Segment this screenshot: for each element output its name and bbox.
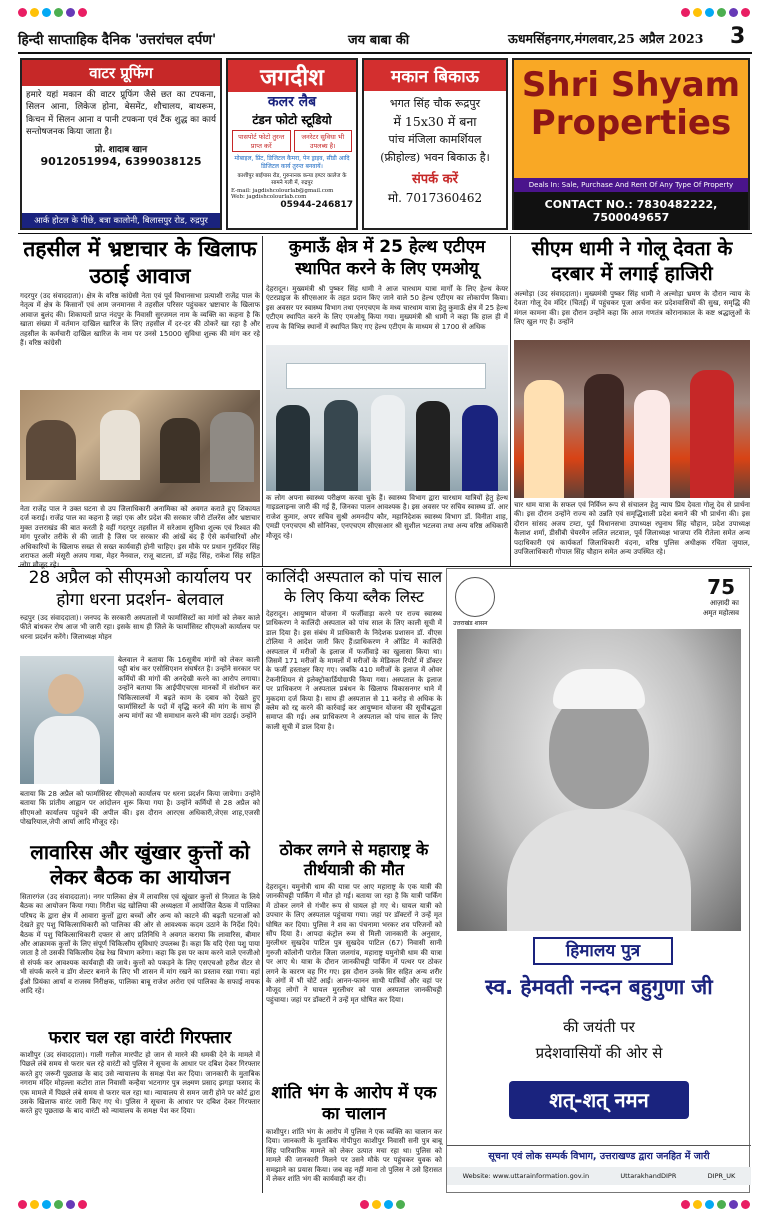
website-link[interactable]: Website: www.uttarainformation.gov.in (462, 1172, 590, 1180)
article-a2-body-2: क लोग अपना स्वास्थ्य परीक्षण करवा चुके हैं। स्वास्थ्य विभाग द्वारा चारधाम यात्रियों हेतु हेल्थ गाइडलाइन्स जारी की गई हैं, जिनका पालन आवश्यक है। इस अवसर पर सचिव स्वास्थ्य डॉ. आर राजेश कुमार, अपर सचिव सुश्री अमनदीप कौर, महानिदेशक स्वास्थ्य विभाग डॉ. विनीता शाह, एमडी एनएचएम श्री सोनिका, एनएचएम सीएसआर श्री सुशील भटलवा तथा अन्य वरिष्ठ अधिकारी मौजूद रहे। (266, 494, 508, 540)
article-a3-body: अल्मोड़ा (उद संवाददाता)। मुख्यमंत्री पुष्कर सिंह धामी ने अल्मोड़ा भ्रमण के दौरान न्याय के देवता गोलू देव मंदिर (चितई) में पहुंचकर पूजा अर्चना कर प्रदेशवासियों की सुख, समृद्धि की मंगल कामना की। इस दौरान उन्होंने कहा कि आज गणतंत्र कोरानाकाल के कष्ट श्रद्धालुओं के लिए खुल गए हैं। उन्होंने (514, 290, 750, 327)
article-a4-body-3: बताया कि 28 अप्रैल को फार्मासिस्ट सीएमओ कार्यालय पर धरना प्रदर्शन किया जायेगा। उन्होंने बताया कि प्रांतीय आह्वान पर आंदोलन शुरू किया गया है। उन्होंने कर्मियों से 28 अप्रैल को सीएमओ कार्यालय पहुंचने की अपील की। इस दौरान आरएस अधिकारी,जेएस शाह,एजसी पोखरियाल,जेपी आर्या आदि मौजूद रहे। (20, 790, 260, 827)
article-a1-body: गदरपुर (उद संवाददाता)। क्षेत्र के वरिष्ठ कांग्रेसी नेता एवं पूर्व विधानसभा प्रत्याशी राजेंद्र पाल के नेतृत्व में क्षेत्र के किसानों एवं आम जनमानस ने तहसील परिसर पहुंचकर भ्रष्टाचार के खिलाफ आवाज बुलंद की। शिकायतों प्राप्त नंदपुर के निवासी सुरजमल नाम के व्यक्ति का कहना है कि खाता संख्या में वर्तमान दाखिल खारिज के लिए तहसील में दर-दर की ठोकरें खा रहा है और तहसील के कर्मचारी दाखिल खारिज के नाम पर उनसे 15000 सुविधा शुल्क की मांग कर रहे हैं। वरिष्ठ कांग्रेसी (20, 292, 260, 348)
headline-a4: 28 अप्रैल को सीएमओ कार्यालय पर होगा धरना प्रदर्शन- बेलवाल (28, 568, 252, 610)
ad-line: में 15x30 में बना (393, 114, 477, 129)
top-left-dots (18, 8, 87, 17)
ad-title: जगदीश (228, 60, 356, 92)
ad-subtitle: कलर लैब (267, 94, 317, 110)
ad-email: E-mail: jagdishcolourlab@gmail.com (231, 188, 334, 194)
headline-a5: कालिंदी अस्पताल को पांच साल के लिए किया ब्लैक लिस्ट (266, 568, 443, 606)
ad-address: काशीपुर बाईपास रोड, गुरुनानक कन्या इण्टर कालेज के सामने गली में, रुद्रपुर (237, 173, 347, 186)
ad-text: हमारे यहां मकान की वाटर प्रूफिंग जैसे छत का टपकना, सिलन आना, लिकेज होना, बेसमेंट, शौचालय, बाथरूम, किचन में सिलन आना व पानी टपकना एवं टैंक शुद्ध का कार्य सन्तोषजनक किया जाता है। (26, 90, 216, 138)
ad-contact-name: प्रो. शादाब खान (94, 144, 148, 155)
page-header (18, 24, 752, 52)
pradesh-line: प्रदेशवासियों की ओर से (535, 1044, 663, 1062)
ad-box: जनरेटर सुविधा भी उपलब्ध है। (294, 130, 353, 152)
banner-himalaya-putra: हिमालय पुत्र (533, 937, 673, 965)
headline-a3: सीएम धामी ने गोलू देवता के दरबार में लगाई हाजिरी (531, 237, 733, 285)
headline-a1: तहसील में भ्रष्टाचार के खिलाफ उठाई आवाज (23, 237, 257, 288)
headline-a8: फरार चल रहा वारंटी गिरफ्तार (48, 1028, 232, 1048)
azadi-logo-text: आज़ादी का (709, 599, 739, 607)
ad-line: पांच मंजिला कामर्शियल (388, 133, 482, 146)
shri-shyam-ad (512, 58, 750, 230)
article-a3-body-2: चार धाम यात्रा के सफल एवं निर्विघ्न रूप से संचालन हेतु न्याय प्रिय देवता गोलू देव से प्रार्थना की। इस दौरान उन्होंने राज्य को उन्नति एवं समृद्धिशाली प्रदेश बनाने की भी प्रार्थना की। इस दौरान सांसद अजय टम्टा, पूर्व विधानसभा उपाध्यक्ष रघुनाथ सिंह चौहान, प्रदेश उपाध्यक्ष कैलाश शर्मा, डीसीबी चेयरमैन ललित लटवाल, पूर्व जिलाध्यक्ष भाजपा रवि रौतेला समेत अन्य पदाधिकारी एवं कार्यकर्ता जिलाधिकारी वंदना, वरिष्ठ पुलिस अधीक्षक रचिता जुयाल, उपजिलाधिकारी गोपाल सिंह चौहान समेत अन्य उपस्थित रहे। (514, 501, 750, 557)
article-a6-body: देहरादून। यमुनोत्री धाम की यात्रा पर आए महाराष्ट्र के एक यात्री की जानकीचट्टी पार्किंग में मौत हो गई। बताया जा रहा है कि यात्री पार्किंग में ठोकर लगने से गंभीर रूप से घायल हो गए थे। घायल यात्री को उपचार के लिए अस्पताल पहुंचाया गया। जहां पर डॉक्टरों ने उन्हें मृत घोषित कर दिया। पुलिस ने शव का पंचनामा भरकर शव परिजनों को सौंप दिया है। आपदा कंट्रोल रूम से मिली जानकारी के अनुसार, मुरलीधर सुखदेव पाटिल पुत्र सुखदेव पाटिल (67) निवासी सानी गुरुजी कॉलोनी पारोल जिला जलगांव, महाराष्ट्र यमुनोत्री धाम की यात्रा पर आए थे। यात्रा के दौरान जानकीचट्टी पार्किंग में पत्थर पर ठोकर लगने के कारण वह गिर गए। इस दौरान उनके सिर सहित अन्य शरीर के अंगों में भी चोटें आईं। आनन-फानन साथी यात्रियों और वहां पर मौजूद लोगों ने घायल मुरलीधर को पास अस्पताल जानकीचट्टी पहुंचाया। जहां पर डॉक्टरों ने उन्हें मृत घोषित कर दिया। (266, 883, 442, 1004)
azadi-logo-number: 75 (707, 575, 735, 599)
newspaper-name: हिन्दी साप्ताहिक दैनिक 'उत्तरांचल दर्पण' (18, 32, 217, 48)
ad-line: (फ्रीहोल्ड) भवन बिकाऊ है। (380, 151, 490, 164)
photo-tehsil-meeting (20, 390, 260, 502)
ad-title: Shri Shyam (521, 65, 741, 105)
bottom-right-dots (681, 1200, 750, 1209)
article-a9-body: काशीपुर। शांति भंग के आरोप में पुलिस ने एक व्यक्ति का चालान कर दिया। जानकारी के मुताबिक गोपीपुरा काशीपुर निवासी सनी पुत्र बाबू सिंह पारिवारिक मामले को लेकर उत्पात मचा रहा था। पुलिस को मामले की जानकारी मिलने पर उसने मौके पर पहुंचकर युवक को समझाने का प्रयास किया। जब वह नहीं माना तो पुलिस ने उसे हिरासत में लेकर शांति भंग की कार्यवाही कर दी। (266, 1128, 442, 1184)
portrait-bahuguna (457, 629, 741, 931)
facebook-link[interactable]: UttarakhandDIPR (620, 1172, 677, 1180)
ad-services: मोबाइल, प्रिंट, डिजिटल कैमरा, पेन ड्राइव, सीडी आदि डिजिटल कार्य तुरन्त बनवायें। (234, 155, 350, 170)
namaan-banner: शत्-शत् नमन (509, 1081, 689, 1119)
ad-phone: 9012051994, 6399038125 (40, 154, 202, 168)
uttarakhand-emblem-icon (455, 577, 495, 617)
article-a2-body: देहरादून। मुख्यमंत्री श्री पुष्कर सिंह धामी ने आज चारधाम यात्रा मार्गों के लिए हेल्थ केयर एंटरप्राइज के सीएसआर के तहत प्रदान किए जाने वाले 50 हेल्थ एटीएम का लोकार्पण किया। इस अवसर पर स्वास्थ्य विभाग तथा एनएचएम के मध्य चारधाम यात्रा हेतु कुमाऊँ क्षेत्र में 25 हेल्थ एटीएम स्थापित करने के लिए एमओयू किया गया। मुख्यमंत्री श्री धामी ने कहा कि हाल ही में राज्य के विभिन्न स्थानों में स्थापित किए गए हेल्थ एटीएम के माध्यम से 1700 से अधिक (266, 285, 508, 331)
headline-a2: कुमाऊँ क्षेत्र में 25 हेल्थ एटीएम स्थापित करने के लिए एमओयू (288, 237, 486, 279)
ad-line: भगत सिंह चौक रूद्रपुर (389, 97, 481, 110)
headline-a7: लावारिस और खुंखार कुत्तों को लेकर बैठक का आयोजन (30, 840, 250, 889)
jayanti-line: की जयंती पर (563, 1018, 635, 1036)
article-a8-body: काशीपुर (उद संवाददाता)। गाली गलौज मारपीट हो जान से मारने की धमकी देने के मामले में पिछले लंबे समय से फरार चल रहे वारंटी को पुलिस ने सूचना के आधार पर दबिश देकर गिरफ्तार करते हुए जरूरी पूछताछ के बाद उसे न्यायालय के समक्ष पेश कर दिया। जानकारी के मुताबिक नगराम मंदिर मोहल्ला कटोरा ताल निवासी कन्हैया भटनागर पुत्र लक्ष्मण प्रसाद झगड़ा फसाद के एक मामले में पिछले लंबे समय से फरार चल रहा था। न्यायालय से समन जारी होने पर कोर्ट द्वारा उसके खिलाफ वारंट जारी किए गए थे। पुलिस ने सूचना के आधार पर दबिश देकर गिरफ्तार करते हुए पूछताछ के बाद वारंटी को न्यायालय के समक्ष पेश कर दिया। (20, 1051, 260, 1116)
headline-a6: ठोकर लगने से महाराष्ट्र के तीर्थयात्री की मौत (279, 840, 429, 879)
ad-title-2: Properties (530, 103, 732, 143)
govt-ad-bahuguna (446, 568, 750, 1193)
ad-deals: Deals In: Sale, Purchase And Rent Of Any Type Of Property (514, 178, 748, 192)
photo-belwal (20, 656, 114, 784)
ad-phone: मो. 7017360462 (387, 191, 483, 205)
article-a7-body: सितारगंज (उद संवाददाता)। नगर पालिका क्षेत्र में लावारिस एवं खूंखार कुत्तों से निजात के लिये बैठक का आयोजन किया गया। गिरीश चंद्र खोलिया की अध्यक्षता में आयोजित बैठक में पालिका परिषद के द्वारा क्षेत्र में आवारा कुत्तों द्वारा बच्चों और अन्य को काटने की बढ़ती घटनाओं को देखते हुए पशु चिकित्साधिकारी को पालिका की ओर से आवश्यक कदम उठाने के निर्देश दिये। बैठक में पशु चिकित्साधिकारी दफ्तर से आए प्रतिनिधि ने अवगत कराया कि लावारिस, बीमार और आक्रामक कुत्तों के लिए संपूर्ण चिकित्सीय सुविधाएं उपलब्ध हैं। कहा कि यदि ऐसा पशु पाया जाता है तो उसकी चिकित्सीय देख रेख विभाग करेगा। कहा कि इस पर काम करने वाले एनजीओ से संपर्क कर आवश्यक कार्यवाही की जाये। कुत्तों को पकड़ने के लिए एसएचओ हरीश सेंटर से भी संपर्क करने व डॉग शेल्टर बनाने के लिए भी शासन में मांग रखने का प्रस्ताव रखा गया। वहां ईओ प्रियंका आर्या व राजस्व निरीक्षक, पालिका बाबू राजेश अरोरा एवं पालिका के सफाई नायक आदि रहे। (20, 893, 260, 996)
dipr-footer: सूचना एवं लोक सम्पर्क विभाग, उत्तराखण्ड द्वारा जनहित में जारी (488, 1151, 710, 1162)
header-date: ऊधमसिंहनगर,मंगलवार,25 अप्रैल 2023 (508, 31, 704, 46)
page-number: 3 (730, 24, 746, 49)
waterproofing-ad (20, 58, 222, 230)
top-right-dots (681, 8, 750, 17)
govt-logo-text: उत्तराखंड शासन (453, 620, 488, 627)
photo-golu-devta (514, 340, 750, 498)
house-sale-ad (362, 58, 508, 230)
ad-address: आर्क होटल के पीछे, बत्रा कालोनी, बिलासपुर रोड, रुद्रपुर (22, 213, 220, 228)
article-a4-body: रुद्रपुर (उद संवाददाता)। जनपद के सरकारी अस्पतालों में फार्मासिस्टों का मांगों को लेकर काले फीते बांधकर रोष आज भी जारी रहा। इसके साथ ही जिले के फार्मासिस्ट सीएमओ कार्यालय पर धरना प्रदर्शन करेंगे। जिलाध्यक्ष मोहन (20, 614, 260, 641)
article-a5-body: देहरादून। आयुष्मान योजना में फर्जीवाड़ा करने पर राज्य स्वास्थ्य प्राधिकरण ने कालिंदी अस्पताल को पांच साल के लिए काली सूची में डाल दिया है। इस संबंध में प्राधिकारी के निदेशक प्रशासन डॉ. वीएस टोलिया ने आदेश जारी किए हैं।प्राधिकरण ने ऑडिट में कालिंदी अस्पताल में मरीजों के इलाज में फर्जीवाड़े का खुलासा किया था। जिसमें 171 मरीजों के मामलों में मरीजों के मेडिकल रिपोर्ट में डॉक्टर के फर्जी हस्ताक्षर किए गए। जबकि 410 मरीजों के इलाज में ओवर टेकनीशियन से इलेक्ट्रोकार्डियोग्राफी किया गया। अस्पताल के इलाज पर प्राधिकरण ने अस्पताल प्रबंधन के खिलाफ विकासनगर थाने में मुकदमा दर्ज किया है। साथ ही अस्पताल से 11 करोड़ से अधिक के क्लेम को रद्द करने की कार्रवाई कर आयुष्मान योजना की सूचीबद्धता समाप्त की गई। अब प्राधिकरण ने अस्पताल को पांच साल के लिए काली सूची में डाल दिया है। (266, 610, 442, 731)
ad-web: Web: jagdishcolourlab.com (231, 194, 307, 200)
bottom-left-dots (18, 1200, 87, 1209)
ad-contact-label: संपर्क करें (412, 172, 458, 187)
bottom-center-dots (360, 1200, 405, 1209)
ad-title: मकान बिकाऊ (364, 60, 506, 91)
ad-contact: CONTACT NO.: 7830482222, 7500049657 (514, 192, 748, 230)
jagdish-lab-ad (226, 58, 358, 230)
header-slogan: जय बाबा की (348, 33, 410, 48)
ad-subtitle-2: टंडन फोटो स्टूडियो (252, 113, 332, 127)
headline-a9: शांति भंग के आरोप में एक का चालान (271, 1083, 437, 1124)
leader-name: स्व. हेमवती नन्दन बहुगुणा जी (485, 975, 713, 999)
ad-title: वाटर प्रूफिंग (22, 60, 220, 86)
ad-box: पासपोर्ट फोटो तुरन्त प्राप्त करें (232, 130, 291, 152)
ad-phone: 05944-246817 (280, 200, 353, 210)
article-a4-body-2: बेलवाल ने बताया कि 16सूत्रीय मांगों को लेकर काली पट्टी बांध कर एसोसिएशन संघर्षरत है। उन्होंने सरकार पर कर्मियों की मांगों की अनदेखी करने का आरोप लगाया। उन्होंने बताया कि आईपीएचएस मानकों में संशोधन कर चिकित्सालयों में बढ़ते काम के दबाव को देखते हुए फार्मासिस्टों के पदों में वृद्धि करने की मांग के साथ ही अन्य मांगों का भी समाधान करने की मांग उठाई। उन्होंने (118, 656, 260, 721)
azadi-logo-text-2: अमृत महोत्सव (702, 609, 739, 617)
twitter-link[interactable]: DIPR_UK (707, 1172, 736, 1180)
photo-health-atm (266, 345, 508, 491)
article-a1-body-2: नेता राजेंद्र पाल ने उक्त घटना से उप जिलाधिकारी अनामिका को अवगत कराते हुए शिकायत दर्ज कराई। राजेंद्र पाल का कहना है जहां एक और प्रदेश की सरकार जीरो टॉलरेंस और भ्रष्टाचार मुक्त उत्तराखंड की बात करती है वहीं गदरपुर तहसील में सरेआम सुविधा शुल्क एवं रिश्वत की मांग पूरजोर तरीके से की जाती है जिस पर सरकार की आंखें बंद हैं ऐसे कर्मचारियों और अधिकारियों के खिलाफ सख्त से सख्त कार्यवाही होनी चाहिए। इस मौके पर प्रधान गुरविंदर सिंह शराफत अली मंसूरी अजय गाबा, मेहर नैनवाल, राजू बाटला, डॉ महेंद्र सिंह, राकेश सिंह सहित (20, 505, 260, 561)
